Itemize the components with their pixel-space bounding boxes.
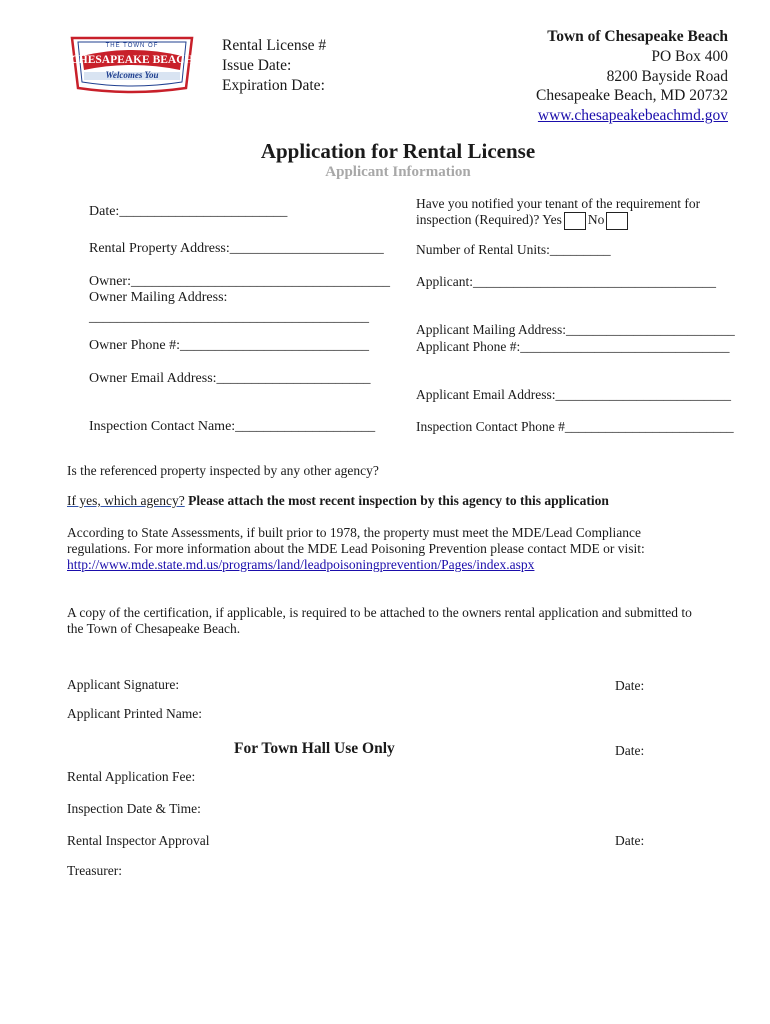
mde-paragraph-line1: According to State Assessments, if built prior to 1978, the property must meet the MDE/Lead Compliance <box>67 525 642 540</box>
owner-phone-field[interactable]: Owner Phone #:___________________________ <box>89 338 369 353</box>
town-city: Chesapeake Beach, MD 20732 <box>536 87 728 104</box>
tenant-notification-question-line1: Have you notified your tenant of the requirement for <box>416 196 701 211</box>
applicant-mailing-address-field[interactable]: Applicant Mailing Address:_________________________ <box>416 322 735 337</box>
owner-mailing-address-line[interactable]: ________________________________________ <box>89 310 369 325</box>
applicant-field[interactable]: Applicant:____________________________________ <box>416 274 716 289</box>
tenant-question-no-label: No <box>587 212 605 228</box>
owner-mailing-address-label: Owner Mailing Address: <box>89 290 228 305</box>
yes-checkbox[interactable] <box>564 212 586 230</box>
rental-license-number-label: Rental License # <box>222 37 327 54</box>
mde-paragraph-line2: regulations. For more information about the MDE Lead Poisoning Prevention please contact MDE or visit: <box>67 541 645 556</box>
applicant-printed-name-label[interactable]: Applicant Printed Name: <box>67 706 202 721</box>
owner-email-field[interactable]: Owner Email Address:______________________ <box>89 371 371 386</box>
rental-property-address-field[interactable]: Rental Property Address:______________________ <box>89 241 384 256</box>
tenant-notification-question-line2 <box>416 212 630 230</box>
inspection-contact-name-field[interactable]: Inspection Contact Name:____________________ <box>89 419 376 434</box>
town-hall-date-label[interactable]: Date: <box>615 743 645 758</box>
certification-line1: A copy of the certification, if applicable, is required to be attached to the owners rental application and submitted to <box>67 605 692 620</box>
town-name: Town of Chesapeake Beach <box>547 28 728 45</box>
town-po-box: PO Box 400 <box>651 48 728 65</box>
logo-tagline: Welcomes You <box>105 70 159 80</box>
town-street: 8200 Bayside Road <box>606 68 728 85</box>
owner-field[interactable]: Owner:_____________________________________ <box>89 274 390 289</box>
section-subtitle: Applicant Information <box>325 164 471 180</box>
page-title: Application for Rental License <box>260 139 536 163</box>
expiration-date-label: Expiration Date: <box>222 77 325 94</box>
inspector-approval-date-label[interactable]: Date: <box>615 833 645 848</box>
applicant-phone-field[interactable]: Applicant Phone #:_______________________________ <box>416 339 730 354</box>
agency-instruction <box>67 493 609 509</box>
inspection-date-time-label[interactable]: Inspection Date & Time: <box>67 801 201 816</box>
agency-instruction-bold: Please attach the most recent inspection by this agency to this application <box>188 493 609 508</box>
town-hall-heading: For Town Hall Use Only <box>234 740 395 757</box>
logo-top-text: THE TOWN OF <box>105 43 159 49</box>
treasurer-label[interactable]: Treasurer: <box>67 863 122 878</box>
tenant-question-yes-label: inspection (Required)? Yes <box>416 212 562 228</box>
no-checkbox[interactable] <box>606 212 628 230</box>
issue-date-label: Issue Date: <box>222 57 292 74</box>
mde-link[interactable]: http://www.mde.state.md.us/programs/land/leadpoisoningprevention/Pages/index.aspx <box>67 557 535 572</box>
town-website-link[interactable]: www.chesapeakebeachmd.gov <box>537 107 728 124</box>
agency-question: Is the referenced property inspected by any other agency? <box>67 463 379 478</box>
town-logo <box>68 32 196 94</box>
signature-date-label[interactable]: Date: <box>615 678 645 693</box>
agency-instruction-plain: If yes, which agency? <box>67 493 185 508</box>
inspection-contact-phone-field[interactable]: Inspection Contact Phone #_________________________ <box>416 419 734 434</box>
logo-name: CHESAPEAKE BEACH <box>70 54 194 66</box>
number-of-rental-units-field[interactable]: Number of Rental Units:_________ <box>416 242 611 257</box>
certification-line2: the Town of Chesapeake Beach. <box>67 621 241 636</box>
applicant-signature-label[interactable]: Applicant Signature: <box>67 677 180 692</box>
date-field[interactable]: Date:________________________ <box>89 204 288 219</box>
rental-application-fee-label[interactable]: Rental Application Fee: <box>67 769 196 784</box>
rental-inspector-approval-label[interactable]: Rental Inspector Approval <box>67 833 210 848</box>
applicant-email-field[interactable]: Applicant Email Address:__________________________ <box>416 387 731 402</box>
